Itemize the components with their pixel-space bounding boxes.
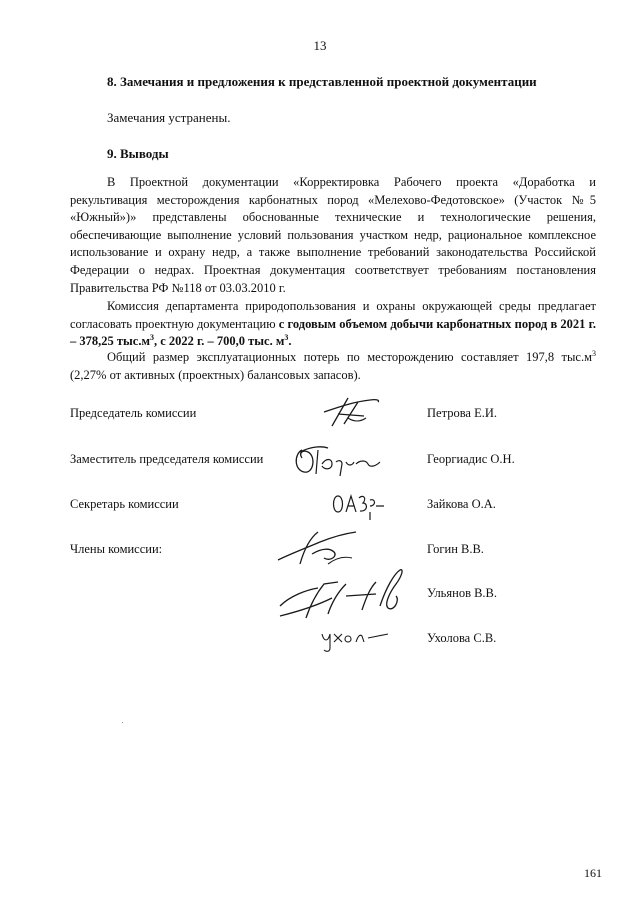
scan-speck xyxy=(122,722,123,723)
signature-name-chair: Петрова Е.И. xyxy=(427,406,498,420)
superscript-cubic-3: 3 xyxy=(592,349,596,358)
conclusion-paragraph-3 xyxy=(70,349,596,384)
paragraph-2-text: Комиссия департамента природопользования и охраны окружающей среды предлагает согласовать проектную документацию xyxy=(70,299,596,331)
signature-member-3 xyxy=(318,624,394,654)
signature-role-deputy-chair: Заместитель председателя комиссии xyxy=(70,452,264,466)
page-number-top: 13 xyxy=(313,38,327,53)
signature-chair xyxy=(318,392,388,432)
section-8-text: Замечания устранены. xyxy=(107,110,231,125)
superscript-cubic-1: 3 xyxy=(149,333,154,343)
paragraph-3-text-end: (2,27% от активных (проектных) балансовых запасов). xyxy=(70,367,361,382)
superscript-cubic-2: 3 xyxy=(284,333,289,343)
signature-secretary xyxy=(330,488,386,522)
section-9-heading: 9. Выводы xyxy=(107,146,169,161)
signature-name-member-3: Ухолова С.В. xyxy=(427,631,497,645)
paragraph-2-bold-volume-2021: с годовым объемом добычи карбонатных пород в 2021 г. – 378,25 тыс.м xyxy=(70,316,596,349)
signature-member-1 xyxy=(272,524,368,570)
conclusion-paragraph-1: В Проектной документации «Корректировка Рабочего проекта «Доработка и рекультивация месторождения карбонатных пород «Мелехово-Федотовское» (Участок №5 «Южный»)» представлены обоснованные технические и технологические решения, обеспечивающие выполнение условий пользования участком недр, рациональное комплексное использование и охрану недр, а также выполнение требований законодательства Российской Федерации о недрах. Проектная документация соответствует требованиям постановления Правительства РФ №118 от 03.03.2010 г. xyxy=(70,175,596,295)
signature-name-member-2: Ульянов В.В. xyxy=(427,586,498,600)
signature-role-members: Члены комиссии: xyxy=(70,542,163,556)
section-8-heading: 8. Замечания и предложения к представленной проектной документации xyxy=(107,74,537,89)
page-number-bottom: 161 xyxy=(584,866,602,880)
paragraph-2-end: . xyxy=(288,334,292,349)
signature-name-deputy-chair: Георгиадис О.Н. xyxy=(427,452,515,466)
signature-deputy-chair xyxy=(292,440,392,480)
paragraph-3-text: Общий размер эксплуатационных потерь по месторождению составляет 197,8 тыс.м xyxy=(107,350,592,364)
paragraph-2-bold-volume-2022: , с 2022 г. – 700,0 тыс. м xyxy=(153,334,285,349)
signature-name-secretary: Зайкова О.А. xyxy=(427,497,496,511)
signature-role-chair: Председатель комиссии xyxy=(70,406,197,420)
conclusion-paragraph-2 xyxy=(70,298,596,351)
signature-member-2 xyxy=(276,566,412,624)
signature-name-member-1: Гогин В.В. xyxy=(427,542,484,556)
signature-role-secretary: Секретарь комиссии xyxy=(70,497,179,511)
